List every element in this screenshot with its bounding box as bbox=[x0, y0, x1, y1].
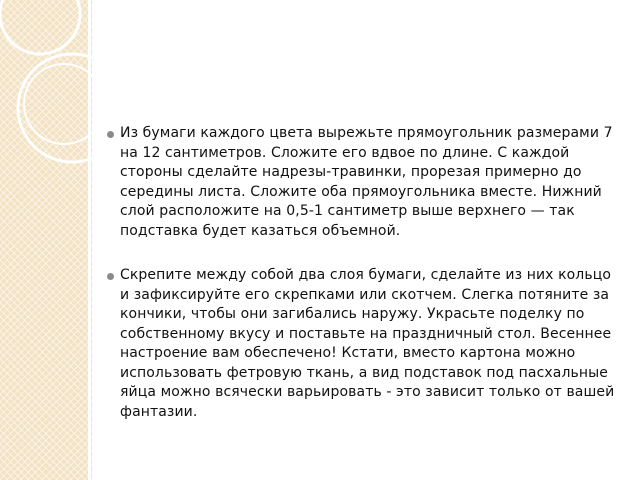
ring-bottom bbox=[24, 64, 92, 144]
paragraph-text-2: Скрепите между собой два слоя бумаги, сделайте из них кольцо и зафиксируйте его скрепками или скотчем. Слегка потяните за кончики, чтобы они загибались наружу. Украсьте поделку по собственному вкусу и поставьте на праздничный стол. Весеннее настроение вам обеспечено! Кстати, вместо картона можно использовать фетровую ткань, а вид подставок под пасхальные яйца можно всячески варьировать - это зависит только от вашей фантазии. bbox=[120, 267, 615, 420]
bullet-dot-icon bbox=[107, 131, 114, 138]
decorative-rings bbox=[0, 0, 92, 480]
bullet-paragraph-1 bbox=[106, 124, 622, 241]
side-divider bbox=[88, 0, 91, 480]
paragraph-text-1: Из бумаги каждого цвета вырежьте прямоугольник размерами 7 на 12 сантиметров. Сложите его вдвое по длине. С каждой стороны сделайте надрезы-травинки, прорезая примерно до середины листа. Сложите оба прямоугольника вместе. Нижний слой расположите на 0,5-1 сантиметр выше верхнего — так подставка будет казаться объемной. bbox=[120, 125, 613, 239]
slide-content bbox=[106, 124, 622, 422]
ring-top bbox=[0, 0, 80, 54]
ring-middle bbox=[18, 54, 92, 162]
bullet-dot-icon bbox=[107, 273, 114, 280]
bullet-paragraph-2 bbox=[106, 266, 622, 422]
